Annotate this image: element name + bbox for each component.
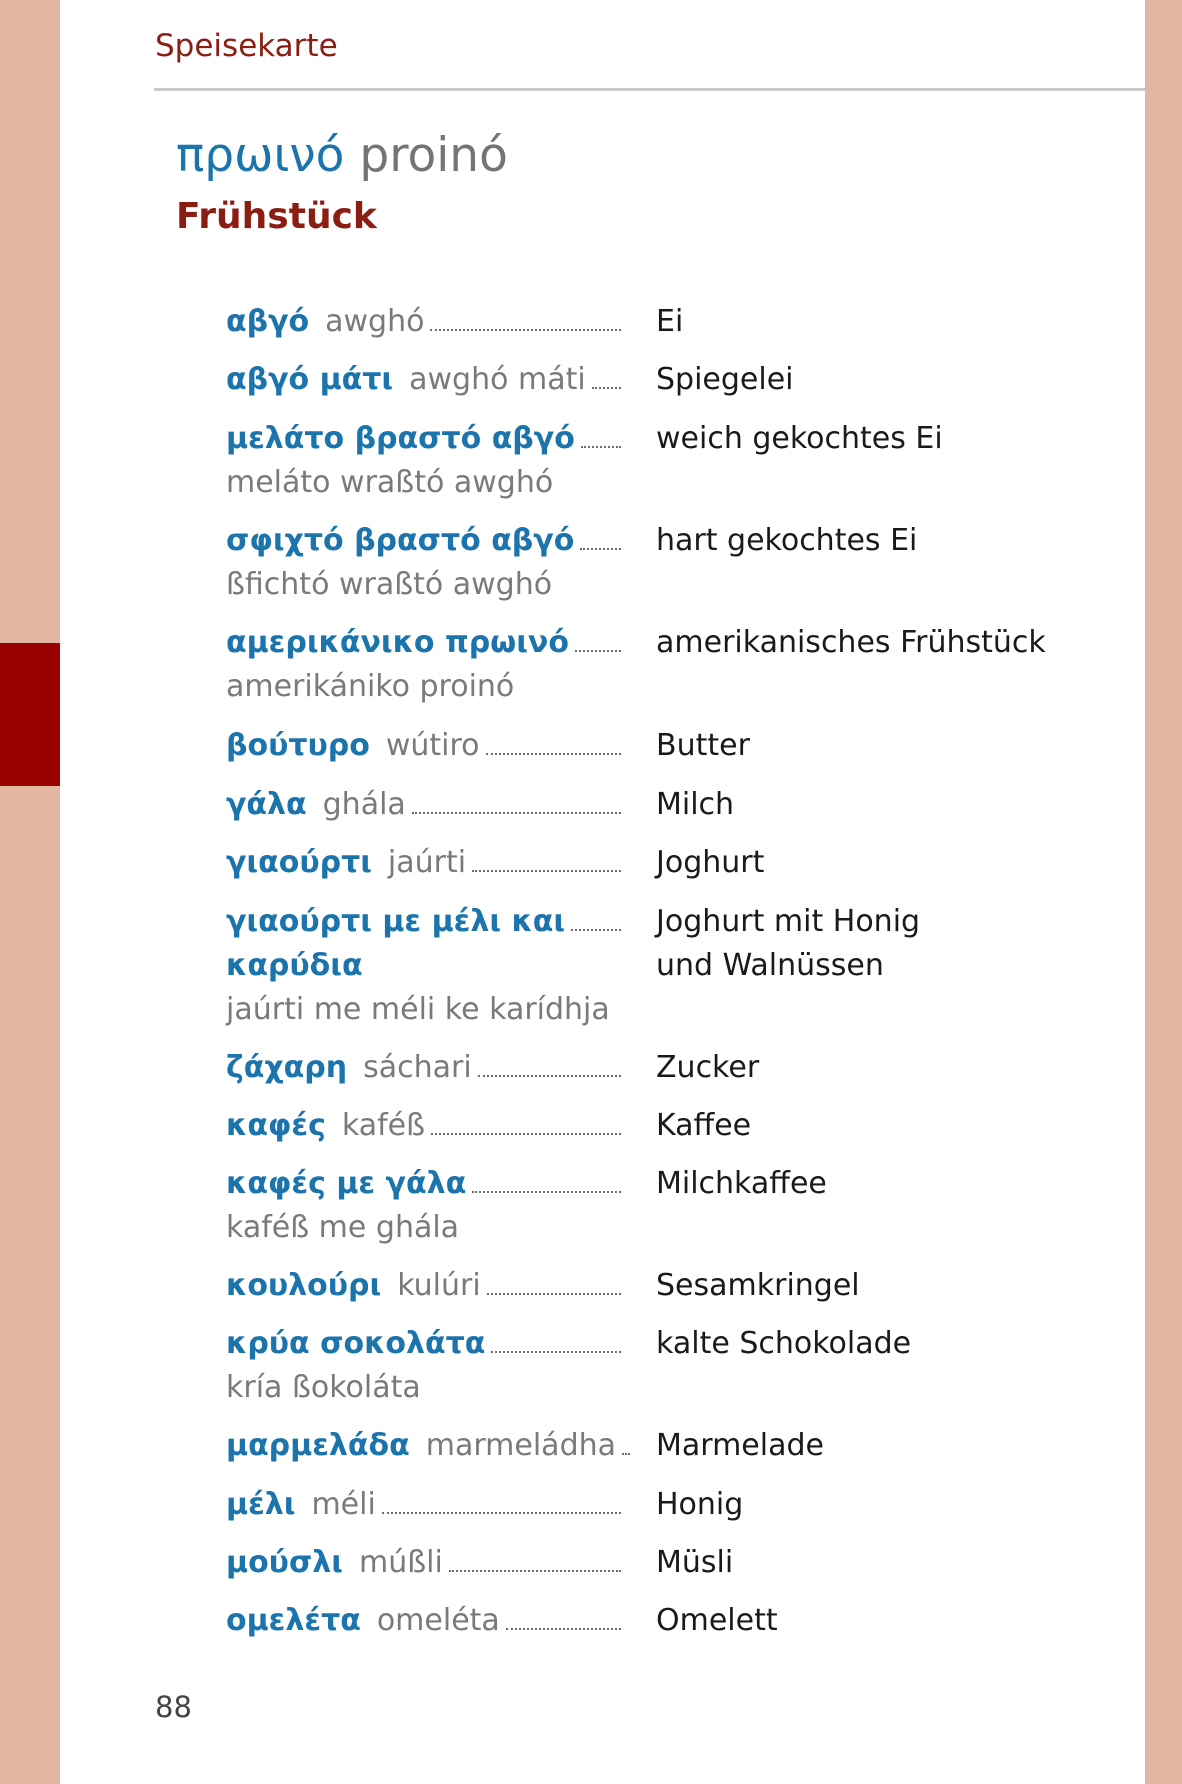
leader-dots	[491, 1351, 621, 1353]
german-translation: Honig	[656, 1487, 744, 1522]
transliteration: ßfichtó wraßtó awghó	[226, 567, 553, 602]
transliteration: kaféß me ghála	[226, 1210, 460, 1245]
section-title-translit: proinó	[359, 128, 508, 183]
transliteration: jaúrti	[387, 845, 467, 880]
german-translation: Omelett	[656, 1603, 778, 1638]
greek-term: ζάχαρη	[226, 1050, 348, 1085]
german-translation: Spiegelei	[656, 362, 794, 397]
transliteration: ghála	[322, 787, 406, 822]
transliteration: kulúri	[397, 1268, 481, 1303]
german-translation: Sesamkringel	[656, 1268, 860, 1303]
transliteration: meláto wraßtó awghó	[226, 465, 554, 500]
transliteration: awghó máti	[409, 362, 586, 397]
greek-term: καφές	[226, 1108, 326, 1143]
german-translation: Butter	[656, 728, 750, 763]
leader-dots	[382, 1512, 621, 1514]
greek-term: μαρμελάδα	[226, 1428, 410, 1463]
greek-term: κρύα σοκολάτα	[226, 1326, 486, 1361]
transliteration: amerikániko proinó	[226, 669, 515, 704]
leader-dots	[431, 1133, 621, 1135]
transliteration: jaúrti me méli ke karídhja	[226, 992, 610, 1027]
transliteration: awghó	[325, 304, 425, 339]
german-translation: Milch	[656, 787, 735, 822]
page-number: 88	[155, 1690, 192, 1724]
greek-term: ομελέτα	[226, 1603, 361, 1638]
greek-term: αμερικάνικο πρωινό	[226, 625, 569, 660]
greek-term: μέλι	[226, 1487, 296, 1522]
greek-term: καφές με γάλα	[226, 1166, 467, 1201]
leader-dots	[581, 446, 621, 448]
greek-term: κουλούρι	[226, 1268, 382, 1303]
german-translation: Ei	[656, 304, 684, 339]
greek-term: γιαούρτι	[226, 845, 372, 880]
leader-dots	[487, 1293, 621, 1295]
greek-term: μούσλι	[226, 1545, 343, 1580]
leader-dots	[580, 548, 621, 550]
german-translation: Kaffee	[656, 1108, 752, 1143]
greek-term: γιαούρτι με μέλι και	[226, 904, 566, 939]
german-translation: weich gekochtes Ei	[656, 421, 943, 456]
leader-dots	[592, 387, 621, 389]
german-translation: Joghurt mit Honig	[656, 904, 921, 939]
greek-term: μελάτο βραστό αβγό	[226, 421, 575, 456]
header-rule	[154, 88, 1145, 91]
german-translation-continued: und Walnüssen	[656, 948, 884, 983]
german-translation: Zucker	[656, 1050, 760, 1085]
transliteration: omeléta	[376, 1603, 500, 1638]
german-translation: kalte Schokolade	[656, 1326, 912, 1361]
greek-term: αβγό μάτι	[226, 362, 394, 397]
section-title	[176, 128, 508, 183]
section-title-greek: πρωινό	[176, 128, 345, 183]
leader-dots	[472, 1191, 621, 1193]
leader-dots	[506, 1628, 621, 1630]
leader-dots	[486, 753, 621, 755]
greek-term: γάλα	[226, 787, 307, 822]
transliteration: sáchari	[363, 1050, 472, 1085]
running-head: Speisekarte	[155, 28, 338, 64]
transliteration: kaféß	[341, 1108, 426, 1143]
greek-term: βούτυρο	[226, 728, 370, 763]
transliteration: wútiro	[385, 728, 480, 763]
transliteration: kría ßokoláta	[226, 1370, 421, 1405]
german-translation: Müsli	[656, 1545, 734, 1580]
german-translation: amerikanisches Frühstück	[656, 625, 1046, 660]
transliteration: múßli	[358, 1545, 443, 1580]
german-translation: hart gekochtes Ei	[656, 523, 918, 558]
german-translation: Joghurt	[656, 845, 765, 880]
german-translation: Marmelade	[656, 1428, 824, 1463]
leader-dots	[449, 1570, 621, 1572]
greek-term: αβγό	[226, 304, 310, 339]
leader-dots	[622, 1453, 630, 1455]
leader-dots	[430, 329, 621, 331]
leader-dots	[575, 650, 621, 652]
transliteration: marmeládha	[425, 1428, 617, 1463]
german-translation: Milchkaffee	[656, 1166, 827, 1201]
leader-dots	[478, 1075, 621, 1077]
transliteration: méli	[311, 1487, 376, 1522]
chapter-thumb-tab	[0, 643, 60, 786]
greek-term: σφιχτό βραστό αβγό	[226, 523, 575, 558]
leader-dots	[412, 812, 621, 814]
greek-term-continued: καρύδια	[226, 948, 363, 983]
leader-dots	[571, 929, 621, 931]
leader-dots	[472, 870, 621, 872]
section-subtitle: Frühstück	[176, 196, 377, 237]
